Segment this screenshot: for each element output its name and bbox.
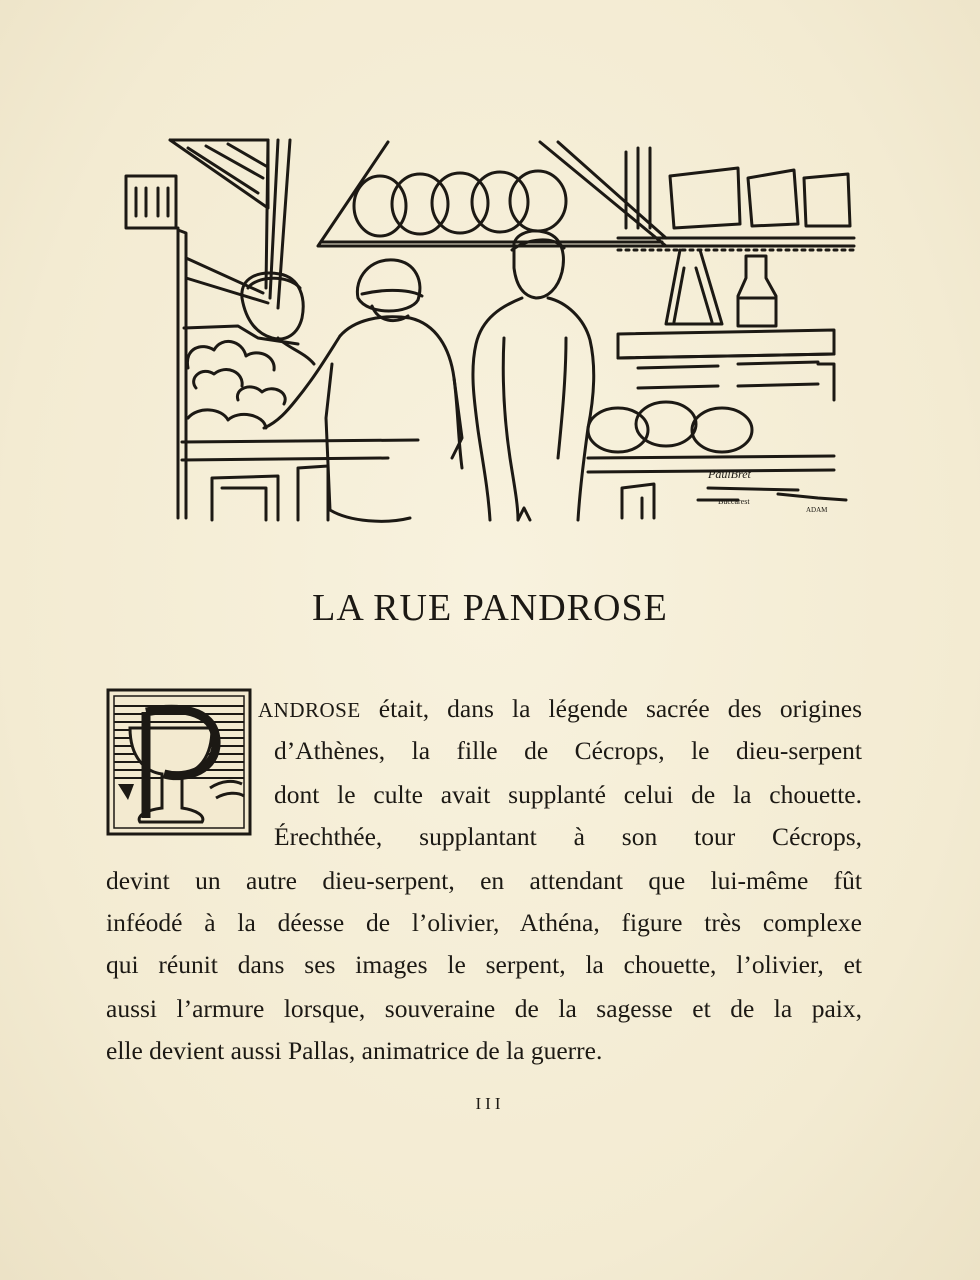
body-line-7: qui réunit dans ses images le serpent, la chouette, l’olivier, et — [106, 950, 862, 979]
svg-text:ADAM: ADAM — [806, 506, 828, 514]
page-number: III — [475, 1094, 505, 1113]
body-line-1 — [258, 694, 862, 725]
body-line-8: aussi l’armure lorsque, souveraine de la sagesse et de la paix, — [106, 994, 862, 1023]
svg-text:Buccarest: Buccarest — [718, 497, 750, 506]
svg-text:PaulBret: PaulBret — [708, 467, 751, 481]
body-line-4: Érechthée, supplantant à son tour Cécrops, — [274, 822, 862, 851]
first-word-rest: ANDROSE — [258, 698, 361, 722]
bar-scene-illustration-icon — [118, 138, 858, 528]
body-line-2: d’Athènes, la fille de Cécrops, le dieu-serpent — [274, 736, 862, 765]
chapter-title: LA RUE PANDROSE — [312, 587, 668, 629]
body-line-6: inféodé à la déesse de l’olivier, Athéna, figure très complexe — [106, 908, 862, 937]
body-line-5: devint un autre dieu-serpent, en attendant que lui-même fût — [106, 866, 862, 895]
body-line-9: elle devient aussi Pallas, animatrice de la guerre. — [106, 1036, 603, 1065]
body-line-3: dont le culte avait supplanté celui de la chouette. — [274, 780, 862, 809]
body-line-text-1: était, dans la légende sacrée des origines — [360, 694, 862, 723]
dropcap-p-icon — [106, 688, 252, 836]
